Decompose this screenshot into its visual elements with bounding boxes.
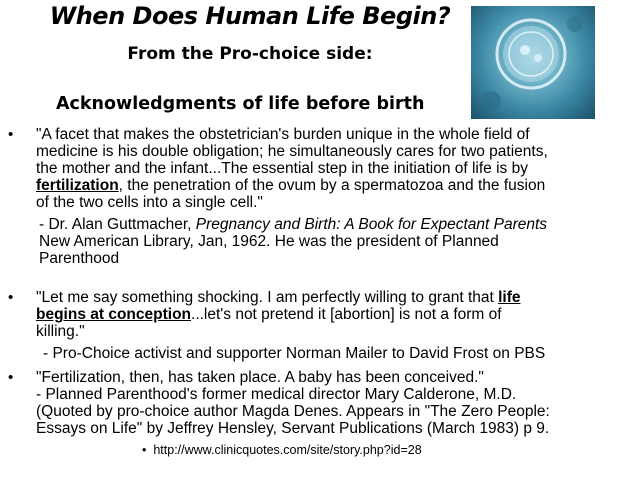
source-url[interactable]: http://www.clinicquotes.com/site/story.php?id=28 xyxy=(153,443,422,457)
quote-3-line-1: "Fertilization, then, has taken place. A baby has been conceived." xyxy=(36,369,484,386)
quote-3-line-4: Essays on Life" by Jeffrey Hensley, Servant Publications (March 1983) p 9. xyxy=(36,420,550,437)
bullet-marker: • xyxy=(8,126,14,143)
quote-2-line-3: killing." xyxy=(36,323,85,340)
quote-2-attribution: - Pro-Choice activist and supporter Norman Mailer to David Frost on PBS xyxy=(43,345,546,362)
quote-1-publisher-cont: Parenthood xyxy=(39,250,120,267)
bullet-marker: • xyxy=(8,289,14,306)
quote-1-line-4: fertilization, the penetration of the ovum by a spermatozoa and the fusion xyxy=(36,177,546,194)
quote-3-line-2: - Planned Parenthood's former medical director Mary Calderone, M.D. xyxy=(36,386,517,403)
slide-title: When Does Human Life Begin? xyxy=(49,2,451,30)
quote-3-line-3: (Quoted by pro-choice author Magda Denes. Appears in "The Zero People: xyxy=(36,403,550,420)
quote-2-line-1: "Let me say something shocking. I am perfectly willing to grant that life xyxy=(36,289,521,306)
book-title: Pregnancy and Birth: A Book for Expectant Parents xyxy=(195,216,548,233)
quote-1-line-3: the mother and the infant...The essential step in the initiation of life is by xyxy=(36,160,528,177)
bullet-marker: • xyxy=(142,443,147,457)
section-heading: Acknowledgments of life before birth xyxy=(56,94,425,114)
slide-subtitle: From the Pro-choice side: xyxy=(127,44,373,64)
quote-1-attribution: - Dr. Alan Guttmacher, Pregnancy and Birth: A Book for Expectant Parents xyxy=(39,216,548,233)
quote-1-line-5: of the two cells into a single cell." xyxy=(36,194,263,211)
quote-2-line-2: begins at conception...let's not pretend it [abortion] is not a form of xyxy=(36,306,502,323)
emphasis-begins-at-conception: begins at conception xyxy=(36,306,192,323)
source-link[interactable] xyxy=(142,443,422,457)
egg-cell-illustration xyxy=(471,6,595,119)
quote-1-publisher: New American Library, Jan, 1962. He was the president of Planned xyxy=(39,233,499,250)
emphasis-fertilization: fertilization xyxy=(36,177,119,194)
quote-1-line-2: medicine is his double obligation; he simultaneously cares for two patients, xyxy=(36,143,548,160)
quote-1-line-1: "A facet that makes the obstetrician's burden unique in the whole field of xyxy=(36,126,530,143)
fertilized-egg-image xyxy=(471,6,595,119)
bullet-marker: • xyxy=(8,369,14,386)
emphasis-life: life xyxy=(498,289,521,306)
